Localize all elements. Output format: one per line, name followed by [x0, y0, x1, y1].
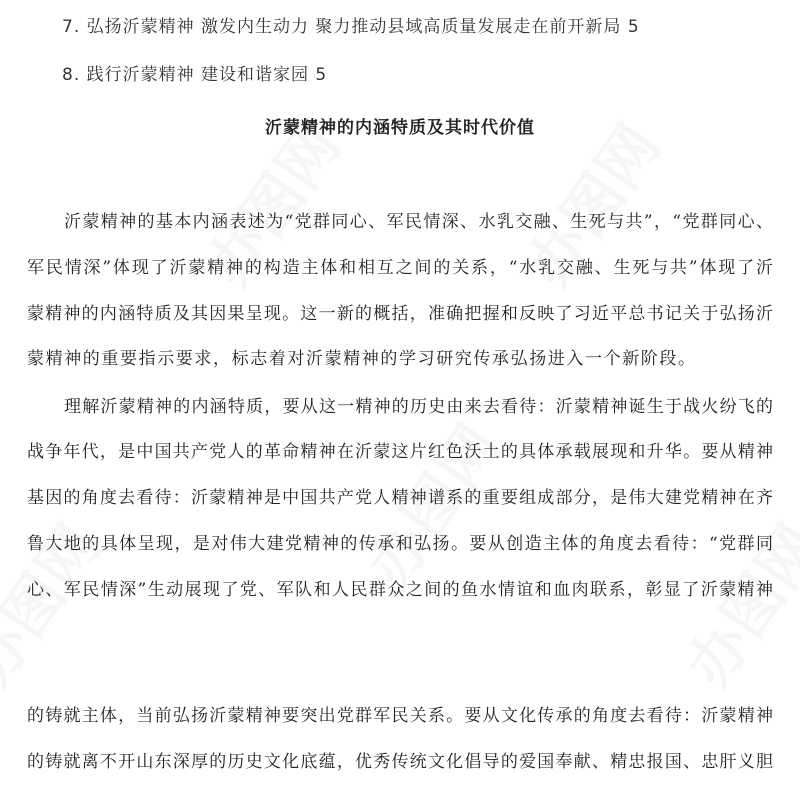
- section-title: 沂蒙精神的内涵特质及其时代价值: [265, 118, 535, 138]
- paragraph-line: 军民情深”体现了沂蒙精神的构造主体和相互之间的关系，“水乳交融、生死与共”体现了沂: [27, 258, 773, 278]
- paragraph-line: 鲁大地的具体呈现，是对伟大建党精神的传承和弘扬。要从创造主体的角度去看待：“党群同: [27, 534, 773, 554]
- paragraph-line: 的铸就主体，当前弘扬沂蒙精神要突出党群军民关系。要从文化传承的角度去看待：沂蒙精神: [27, 706, 773, 726]
- paragraph-line: 战争年代，是中国共产党人的革命精神在沂蒙这片红色沃土的具体承载展现和升华。要从精神: [27, 442, 773, 462]
- paragraph-line: 蒙精神的内涵特质及其因果呈现。这一新的概括，准确把握和反映了习近平总书记关于弘扬沂: [27, 304, 773, 324]
- toc-item-8[interactable]: 8. 践行沂蒙精神 建设和谐家园 5: [62, 65, 328, 85]
- paragraph-line: 心、军民情深”生动展现了党、军队和人民群众之间的鱼水情谊和血肉联系，彰显了沂蒙精神: [27, 580, 773, 600]
- paragraph-line: 蒙精神的重要指示要求，标志着对沂蒙精神的学习研究传承弘扬进入一个新阶段。: [27, 349, 697, 369]
- paragraph-line: 基因的角度去看待：沂蒙精神是中国共产党人精神谱系的重要组成部分，是伟大建党精神在齐: [27, 488, 773, 508]
- paragraph-line: 的铸就离不开山东深厚的历史文化底蕴，优秀传统文化倡导的爱国奉献、精忠报国、忠肝义胆: [27, 752, 773, 772]
- toc-item-7[interactable]: 7. 弘扬沂蒙精神 激发内生动力 聚力推动县域高质量发展走在前开新局 5: [62, 17, 640, 37]
- paragraph-line: 沂蒙精神的基本内涵表述为“党群同心、军民情深、水乳交融、生死与共”，“党群同心、: [64, 212, 773, 232]
- paragraph-line: 理解沂蒙精神的内涵特质，要从这一精神的历史由来去看待：沂蒙精神诞生于战火纷飞的: [64, 397, 773, 417]
